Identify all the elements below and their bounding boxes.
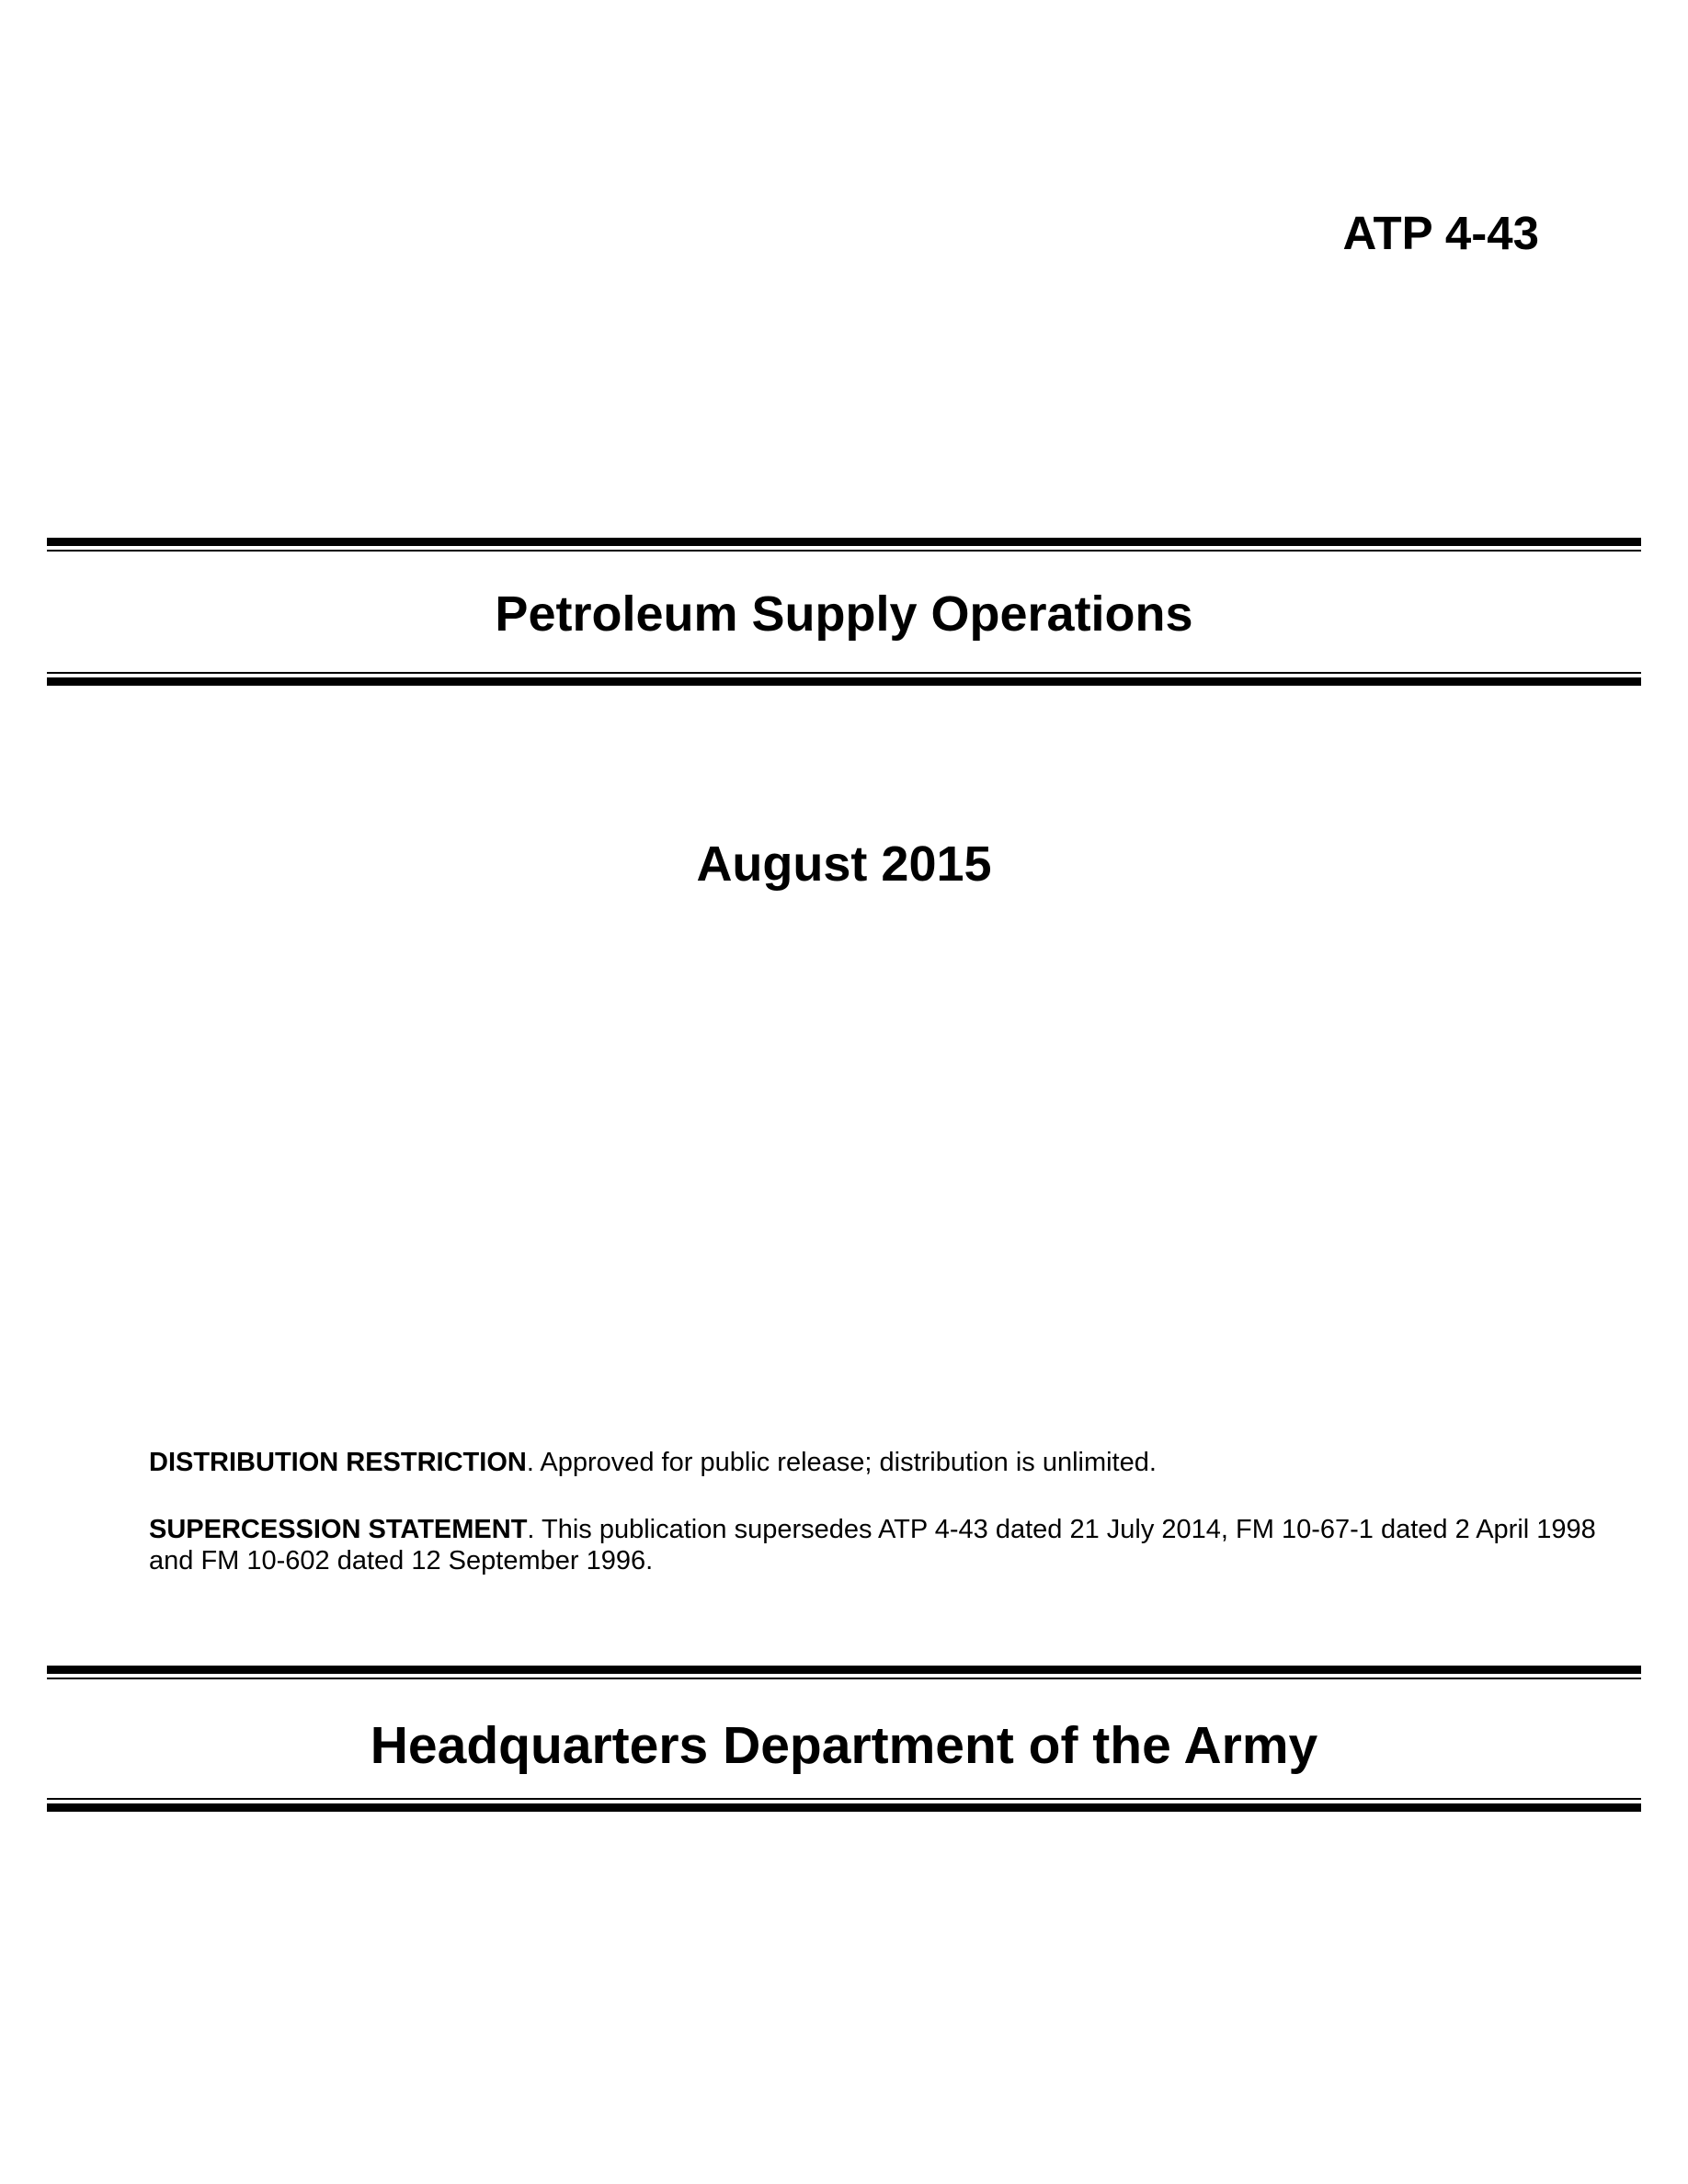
document-title: Petroleum Supply Operations [495, 586, 1193, 642]
supercession-statement-text: . This publication supersedes ATP 4-43 dated 21 July 2014, FM 10-67-1 dated 2 April 1998 and FM 10-602 dated 12 September 1996. [149, 1515, 1596, 1576]
publication-date: August 2015 [696, 836, 992, 892]
title-bottom-rule [47, 672, 1641, 686]
supercession-statement-label: SUPERCESSION STATEMENT [149, 1515, 528, 1544]
supercession-statement [149, 1514, 1602, 1576]
title-top-rule [47, 538, 1641, 552]
document-number: ATP 4-43 [1342, 207, 1539, 259]
headquarters-top-rule [47, 1666, 1641, 1679]
distribution-restriction [149, 1447, 1602, 1478]
distribution-restriction-label: DISTRIBUTION RESTRICTION [149, 1448, 527, 1477]
headquarters-name: Headquarters Department of the Army [370, 1716, 1318, 1775]
headquarters-bottom-rule [47, 1798, 1641, 1812]
distribution-restriction-text: . Approved for public release; distribution is unlimited. [526, 1448, 1157, 1477]
